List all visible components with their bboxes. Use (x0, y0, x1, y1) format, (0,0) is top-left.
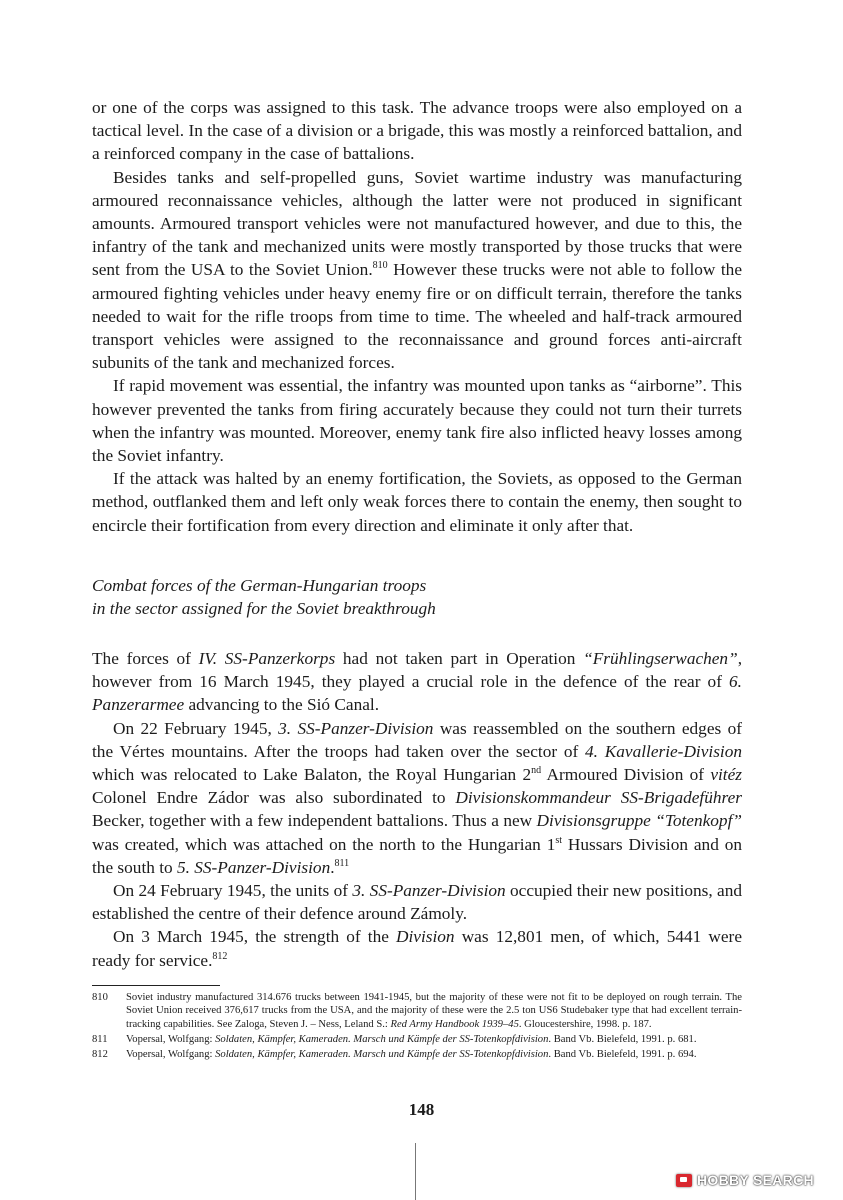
text-run: occupied their new positions, and established the centre of their defence around Zámoly. (92, 881, 743, 924)
section-heading-line: in the sector assigned for the Soviet breakthrough (92, 599, 436, 619)
paragraph (92, 166, 742, 375)
italic-run: “Frühlingserwachen” (583, 649, 738, 668)
text-run: Vopersal, Wolfgang: (126, 1049, 216, 1061)
paragraph (92, 96, 742, 166)
footnote-number: 810 (92, 992, 108, 1003)
text-run: was 12,801 men, of which, 5441 were ready for service. (92, 927, 742, 970)
text-run: If the attack was halted by an enemy fortification, the Soviets, as opposed to the German method, outflanked them and left only weak forces there to contain the enemy, then sought to encircle their fortification from every direction and eliminate it only after that. (92, 469, 742, 535)
italic-run: Red Army Handbook 1939–45 (390, 1018, 519, 1030)
footnote-text (126, 991, 742, 1031)
page-number: 148 (408, 1100, 435, 1119)
paragraph (92, 925, 742, 971)
text-run: which was relocated to Lake Balaton, the Royal Hungarian 2 (92, 765, 532, 785)
text-run: or one of the corps was assigned to this task. The advance troops were also employed on a tactical level. In the case of a division or a brigade, this was mostly a reinforced battalion, and a reinforced company in the case of battalions. (92, 98, 742, 164)
footnote-number: 811 (92, 1033, 108, 1045)
text-run: If rapid movement was essential, the infantry was mounted upon tanks as “airborne”. This however prevented the tanks from firing accurately because they could not turn their turrets when the infantry was mounted. Moreover, enemy tank fire also inflicted heavy losses among the Soviet infantry. (92, 376, 742, 466)
footnotes (92, 991, 742, 1063)
watermark-text: HOBBY SEARCH (697, 1172, 814, 1188)
text-run: Armoured Division of (541, 765, 711, 785)
italic-run: Soldaten, Kämpfer, Kameraden. Marsch und Kämpfe der SS-Totenkopfdivision (215, 1033, 549, 1045)
italic-run: 5. SS-Panzer-Division (176, 857, 331, 877)
text-run: On 22 February 1945, (113, 718, 279, 738)
italic-run: 3. SS-Panzer-Division (278, 718, 434, 738)
superscript: nd (531, 765, 542, 777)
text-run: was created, which was attached on the north to the Hungarian 1 (92, 834, 556, 854)
hobby-search-logo-icon (676, 1174, 692, 1187)
text-run: On 24 February 1945, the units of (113, 881, 353, 901)
section-heading-line: Combat forces of the German-Hungarian troops (92, 576, 427, 595)
italic-run: Divisionskommandeur SS-Brigadeführer (455, 788, 742, 808)
body-text-bottom (92, 647, 742, 972)
text-run: However these trucks were not able to follow the armoured fighting vehicles under heavy enemy fire or on difficult terrain, therefore the tanks needed to wait for the rifle troops from time to time. The wheeled and half-track armoured transport vehicles were assigned to the reconnaissance and ground forces anti-aircraft subunits of the tank and mechanized forces. (92, 260, 742, 373)
text-run: Besides tanks and self-propelled guns, Soviet wartime industry was manufacturing armoured reconnaissance vehicles, although the latter were not produced in significant amounts. Armoured transport vehicles were not manufactured however, and due to this, the infantry of the tank and mechanized units were mostly transported by those trucks that were sent from the USA to the Soviet Union. (92, 167, 742, 280)
paragraph (92, 879, 742, 925)
italic-run: Divisionsgruppe “Totenkopf” (536, 811, 742, 831)
text-run: advancing to the Sió Canal. (184, 695, 380, 715)
text-run: Vopersal, Wolfgang: (126, 1033, 216, 1045)
footnote-text (126, 1033, 742, 1046)
superscript: st (555, 834, 563, 846)
footnote (92, 1033, 742, 1046)
section-heading (92, 574, 742, 620)
text-run: . Band Vb. Bielefeld, 1991. p. 694. (548, 1049, 697, 1061)
italic-run: IV. SS-Panzerkorps (198, 649, 336, 668)
paragraph (92, 647, 742, 717)
text-run: was reassembled on the southern edges of the Vértes mountains. After the troops had taken over the sector of (92, 718, 742, 761)
paragraph (92, 467, 742, 537)
italic-run: vitéz (710, 765, 742, 785)
superscript: 811 (334, 858, 350, 870)
superscript: 810 (372, 260, 388, 272)
paragraph (92, 374, 742, 467)
body-text-top (92, 96, 742, 537)
text-run: , however from 16 March 1945, they played a crucial role in the defence of the rear of (92, 649, 743, 692)
footnote-text (126, 1048, 742, 1061)
text-run: had not taken part in Operation (335, 649, 584, 668)
footnote (92, 1048, 742, 1061)
gutter-divider (415, 1143, 416, 1200)
superscript: 812 (212, 950, 228, 962)
text-run: On 3 March 1945, the strength of the (113, 927, 397, 947)
italic-run: 4. Kavallerie-Division (585, 741, 742, 761)
footnote (92, 991, 742, 1031)
text-run: . Gloucestershire, 1998. p. 187. (518, 1018, 652, 1030)
text-run: . Band Vb. Bielefeld, 1991. p. 681. (548, 1033, 697, 1045)
footnote-number: 812 (92, 1049, 108, 1061)
watermark (676, 1169, 814, 1191)
italic-run: 6. Panzerarmee (92, 672, 742, 715)
text-run: . (330, 857, 335, 877)
italic-run: Soldaten, Kämpfer, Kameraden. Marsch und Kämpfe der SS-Totenkopfdivision (215, 1049, 549, 1061)
text-run: Soviet industry manufactured 314.676 trucks between 1941-1945, but the majority of these were not fit to be deployed on rough terrain. The Soviet Union received 376,617 trucks from the USA, and the majority of these were the 2.5 ton US6 Studebaker type that had excellent terrain-tracking capabilities. See Zaloga, Steven J. – Ness, Leland S.: (126, 992, 742, 1030)
paragraph (92, 717, 742, 879)
text-run: Colonel Endre Zádor was also subordinated to (92, 788, 456, 808)
text-run: The forces of (92, 649, 199, 668)
footnote-separator (92, 985, 220, 986)
text-run: Hussars Division and on the south to (92, 834, 742, 877)
text-run: Becker, together with a few independent battalions. Thus a new (92, 811, 537, 831)
italic-run: Division (396, 927, 455, 947)
italic-run: 3. SS-Panzer-Division (352, 881, 506, 901)
